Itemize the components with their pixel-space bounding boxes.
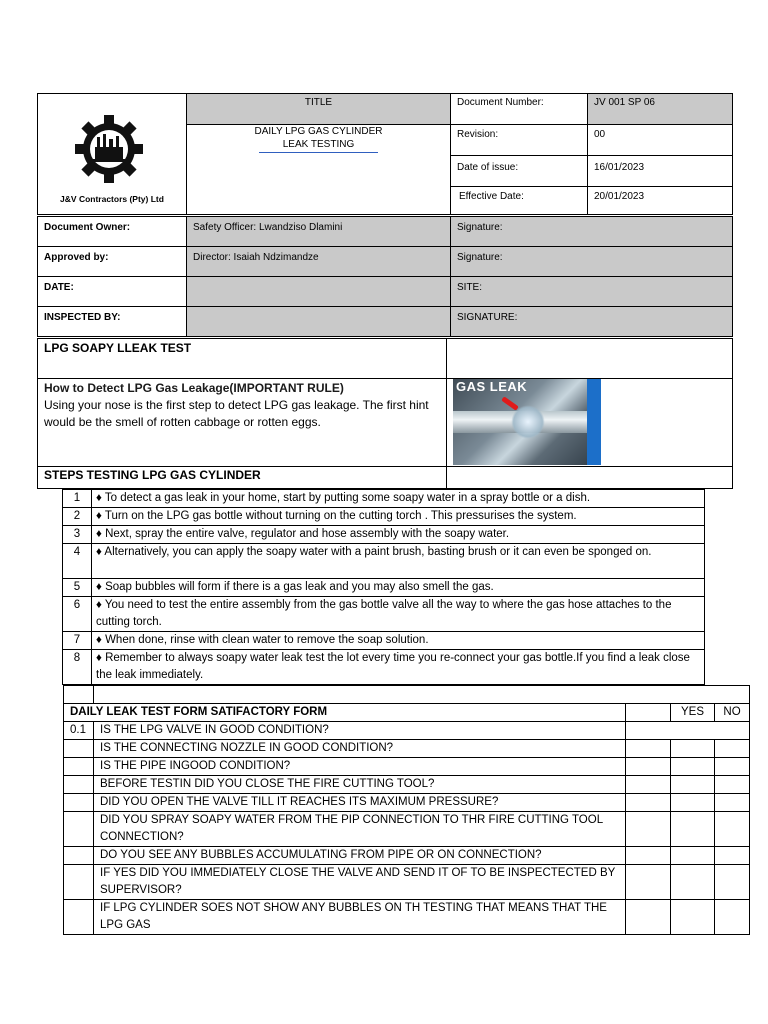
question-number: [64, 900, 94, 935]
yes-checkbox-cell[interactable]: [671, 865, 715, 900]
approved-label: Approved by:: [38, 247, 187, 277]
document-title-line2: LEAK TESTING: [259, 138, 379, 153]
question-text: IS THE LPG VALVE IN GOOD CONDITION?: [94, 722, 626, 740]
no-checkbox-cell[interactable]: [715, 794, 750, 812]
no-checkbox-cell[interactable]: [715, 758, 750, 776]
document-header-table: [37, 93, 733, 215]
yes-header: YES: [671, 704, 715, 722]
step-text: ♦ When done, rinse with clean water to remove the soap solution.: [92, 632, 705, 650]
question-row: [64, 794, 750, 812]
approved-signature-field[interactable]: Signature:: [451, 247, 733, 277]
detect-leak-title: How to Detect LPG Gas Leakage(IMPORTANT RULE): [44, 381, 344, 395]
revision-label: Revision:: [451, 125, 588, 156]
effective-date-value: 20/01/2023: [588, 187, 733, 215]
inspected-label: INSPECTED BY:: [38, 307, 187, 337]
question-row: [64, 900, 750, 935]
approved-value: Director: Isaiah Ndzimandze: [187, 247, 451, 277]
question-number: 0.1: [64, 722, 94, 740]
question-text: IS THE CONNECTING NOZZLE IN GOOD CONDITION?: [94, 740, 626, 758]
question-number: [64, 847, 94, 865]
step-row: [63, 579, 705, 597]
leak-test-form-table: [63, 685, 750, 935]
yes-checkbox-cell[interactable]: [671, 847, 715, 865]
step-row: [63, 508, 705, 526]
question-text: DID YOU SPRAY SOAPY WATER FROM THE PIP CONNECTION TO THR FIRE CUTTING TOOL CONNECTION?: [94, 812, 626, 847]
site-field[interactable]: SITE:: [451, 277, 733, 307]
step-text: ♦ You need to test the entire assembly from the gas bottle valve all the way to where the gas hose attaches to the cutting torch.: [92, 597, 705, 632]
step-number: 1: [63, 490, 92, 508]
company-logo-icon: [74, 114, 144, 184]
step-number: 5: [63, 579, 92, 597]
step-row: [63, 632, 705, 650]
no-checkbox-cell[interactable]: [715, 812, 750, 847]
step-row: [63, 544, 705, 579]
no-checkbox-cell[interactable]: [715, 900, 750, 935]
question-text: IF YES DID YOU IMMEDIATELY CLOSE THE VALVE AND SEND IT OF TO BE INSPECTECTED BY SUPERVISOR?: [94, 865, 626, 900]
step-number: 2: [63, 508, 92, 526]
date-issue-label: Date of issue:: [451, 156, 588, 187]
gas-leak-image-cell: [447, 379, 733, 467]
question-row: [64, 776, 750, 794]
step-text: ♦ To detect a gas leak in your home, start by putting some soapy water in a spray bottle or a dish.: [92, 490, 705, 508]
step-number: 7: [63, 632, 92, 650]
step-row: [63, 650, 705, 685]
company-name: J&V Contractors (Pty) Ltd: [60, 194, 164, 204]
yes-checkbox-cell[interactable]: [671, 740, 715, 758]
question-row: [64, 740, 750, 758]
red-arrow-icon: [501, 396, 519, 410]
yes-checkbox-cell[interactable]: [671, 794, 715, 812]
question-text: DO YOU SEE ANY BUBBLES ACCUMULATING FROM PIPE OR ON CONNECTION?: [94, 847, 626, 865]
doc-number-value: JV 001 SP 06: [588, 94, 733, 125]
document-info-table: [37, 216, 733, 337]
doc-number-label: Document Number:: [451, 94, 588, 125]
detect-leak-text: Using your nose is the first step to detect LPG gas leakage. The first hint would be the smell of rotten cabbage or rotten eggs.: [44, 398, 429, 429]
gas-leak-image: [453, 379, 601, 465]
soapy-test-title: LPG SOAPY LLEAK TEST: [38, 339, 447, 379]
owner-signature-field[interactable]: Signature:: [451, 217, 733, 247]
company-logo-cell: [38, 94, 187, 215]
step-row: [63, 597, 705, 632]
owner-label: Document Owner:: [38, 217, 187, 247]
question-row: [64, 758, 750, 776]
inspected-signature-field[interactable]: SIGNATURE:: [451, 307, 733, 337]
effective-date-label: Effective Date:: [451, 187, 588, 215]
yes-checkbox-cell[interactable]: [671, 776, 715, 794]
step-number: 3: [63, 526, 92, 544]
form-title: DAILY LEAK TEST FORM SATIFACTORY FORM: [64, 704, 626, 722]
question-text: IF LPG CYLINDER SOES NOT SHOW ANY BUBBLES ON TH TESTING THAT MEANS THAT THE LPG GAS: [94, 900, 626, 935]
no-checkbox-cell[interactable]: [715, 740, 750, 758]
steps-title: STEPS TESTING LPG GAS CYLINDER: [38, 467, 447, 489]
question-number: [64, 794, 94, 812]
intro-section-table: [37, 338, 733, 489]
yes-checkbox-cell[interactable]: [671, 758, 715, 776]
yes-checkbox-cell[interactable]: [671, 812, 715, 847]
step-number: 4: [63, 544, 92, 579]
date-field[interactable]: [187, 277, 451, 307]
question-text: BEFORE TESTIN DID YOU CLOSE THE FIRE CUTTING TOOL?: [94, 776, 626, 794]
step-number: 8: [63, 650, 92, 685]
question-text: DID YOU OPEN THE VALVE TILL IT REACHES ITS MAXIMUM PRESSURE?: [94, 794, 626, 812]
step-row: [63, 490, 705, 508]
document-title: [187, 125, 451, 215]
step-number: 6: [63, 597, 92, 632]
no-header: NO: [715, 704, 750, 722]
no-checkbox-cell[interactable]: [715, 776, 750, 794]
document-title-line1: DAILY LPG GAS CYLINDER: [254, 126, 383, 137]
question-row: [64, 722, 750, 740]
no-checkbox-cell[interactable]: [715, 865, 750, 900]
owner-value: Safety Officer: Lwandziso Dlamini: [187, 217, 451, 247]
step-text: ♦ Next, spray the entire valve, regulator and hose assembly with the soapy water.: [92, 526, 705, 544]
step-text: ♦ Alternatively, you can apply the soapy water with a paint brush, basting brush or it can even be sponged on.: [92, 544, 705, 579]
date-issue-value: 16/01/2023: [588, 156, 733, 187]
question-row: [64, 847, 750, 865]
date-label: DATE:: [38, 277, 187, 307]
revision-value: 00: [588, 125, 733, 156]
yes-checkbox-cell[interactable]: [671, 900, 715, 935]
steps-table: [62, 489, 705, 685]
step-text: ♦ Turn on the LPG gas bottle without turning on the cutting torch . This pressurises the system.: [92, 508, 705, 526]
answer-cell[interactable]: [626, 722, 750, 740]
step-text: ♦ Soap bubbles will form if there is a gas leak and you may also smell the gas.: [92, 579, 705, 597]
question-number: [64, 865, 94, 900]
question-text: IS THE PIPE INGOOD CONDITION?: [94, 758, 626, 776]
detect-leak-section: [38, 379, 447, 467]
inspected-field[interactable]: [187, 307, 451, 337]
step-text: ♦ Remember to always soapy water leak test the lot every time you re-connect your gas bottle.If you find a leak close the leak immediately.: [92, 650, 705, 685]
question-row: [64, 812, 750, 847]
question-row: [64, 865, 750, 900]
question-number: [64, 740, 94, 758]
step-row: [63, 526, 705, 544]
gas-leak-caption: GAS LEAK: [456, 379, 528, 394]
question-number: [64, 776, 94, 794]
no-checkbox-cell[interactable]: [715, 847, 750, 865]
title-label: TITLE: [187, 94, 451, 125]
question-number: [64, 758, 94, 776]
question-number: [64, 812, 94, 847]
